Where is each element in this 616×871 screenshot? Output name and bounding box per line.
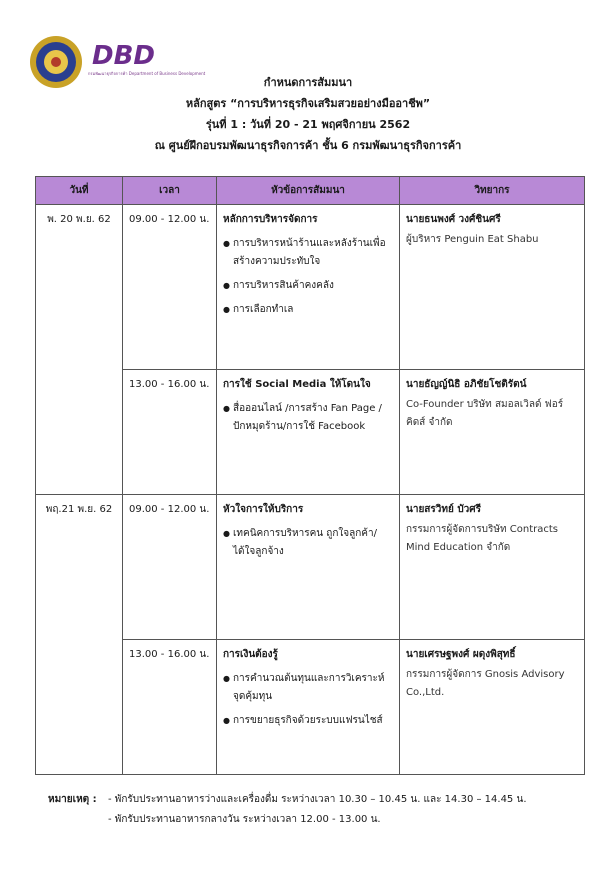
topic-cell — [217, 640, 400, 775]
topic-title: หลักการบริหารจัดการ — [223, 214, 318, 225]
table-row — [36, 495, 585, 640]
topic-title: หัวใจการให้บริการ — [223, 504, 304, 515]
topic-cell — [217, 370, 400, 495]
time-cell — [123, 495, 217, 640]
schedule-table — [35, 176, 585, 775]
table-row — [36, 205, 585, 370]
bullet-item: ● เทคนิคการบริหารคน ถูกใจลูกค้า/ได้ใจลูกจ้าง — [223, 525, 393, 561]
date-text: พฤ.21 พ.ย. 62 — [45, 504, 113, 515]
topic-bullets — [223, 525, 393, 561]
time-cell — [123, 370, 217, 495]
col-header-speaker: วิทยากร — [400, 177, 585, 205]
time-text: 13.00 - 16.00 น. — [129, 649, 210, 660]
header-line-4: ณ ศูนย์ฝึกอบรมพัฒนาธุรกิจการค้า ชั้น 6 กรมพัฒนาธุรกิจการค้า — [154, 139, 462, 152]
notes-section — [48, 790, 527, 830]
speaker-detail: กรรมการผู้จัดการ Gnosis Advisory Co.,Ltd. — [406, 669, 565, 698]
bullet-item: ● การขยายธุรกิจด้วยระบบแฟรนไชส์ — [223, 712, 393, 730]
bullet-item: ● การเลือกทำเล — [223, 301, 393, 319]
speaker-name: นายธนพงศ์ วงศ์ชินศรี — [406, 214, 501, 225]
speaker-cell — [400, 640, 585, 775]
bullet-item: ● สื่อออนไลน์ /การสร้าง Fan Page /ปักหมุดร้าน/การใช้ Facebook — [223, 400, 393, 436]
svg-text:DBD: DBD — [92, 41, 155, 71]
speaker-detail: Co-Founder บริษัท สมอลเวิลด์ ฟอร์ คิดส์ จำกัด — [406, 399, 564, 428]
speaker-cell — [400, 495, 585, 640]
speaker-cell — [400, 370, 585, 495]
time-text: 09.00 - 12.00 น. — [129, 504, 210, 515]
time-cell — [123, 205, 217, 370]
bullet-item: ● การบริหารหน้าร้านและหลังร้านเพื่อสร้างความประทับใจ — [223, 235, 393, 271]
time-cell — [123, 640, 217, 775]
topic-title: การเงินต้องรู้ — [223, 649, 278, 660]
topic-bullets — [223, 400, 393, 436]
date-text: พ. 20 พ.ย. 62 — [47, 214, 111, 225]
notes-label: หมายเหตุ : — [48, 794, 97, 805]
topic-cell — [217, 205, 400, 370]
col-header-time: เวลา — [123, 177, 217, 205]
speaker-name: นายธัญญ์นิธิ อภิชัยโชติรัตน์ — [406, 379, 527, 390]
bullet-item: ● การบริหารสินค้าคงคลัง — [223, 277, 393, 295]
header-line-2: หลักสูตร “การบริหารธุรกิจเสริมสวยอย่างมืออาชีพ” — [185, 97, 431, 110]
note-line-1: - พักรับประทานอาหารว่างและเครื่องดื่ม ระหว่างเวลา 10.30 – 10.45 น. และ 14.30 – 14.45 น. — [108, 794, 527, 805]
header-line-3: รุ่นที่ 1 : วันที่ 20 - 21 พฤศจิกายน 2562 — [205, 118, 411, 131]
date-cell — [36, 205, 123, 495]
speaker-name: นายสรวิทย์ บัวศรี — [406, 504, 482, 515]
speaker-cell — [400, 205, 585, 370]
topic-cell — [217, 495, 400, 640]
time-text: 13.00 - 16.00 น. — [129, 379, 210, 390]
header-line-1: กำหนดการสัมมนา — [263, 76, 353, 89]
speaker-name: นายเศรษฐพงศ์ ผดุงพิสุทธิ์ — [406, 649, 516, 660]
col-header-date: วันที่ — [36, 177, 123, 205]
document-header — [0, 72, 616, 156]
note-line-2: - พักรับประทานอาหารกลางวัน ระหว่างเวลา 12.00 - 13.00 น. — [108, 814, 381, 825]
dbd-logo — [90, 38, 155, 72]
topic-bullets — [223, 670, 393, 730]
table-header-row — [36, 177, 585, 205]
speaker-detail: ผู้บริหาร Penguin Eat Shabu — [406, 234, 539, 245]
dbd-subtitle: กรมพัฒนาธุรกิจการค้า Department of Business Development — [88, 71, 206, 76]
topic-title: การใช้ Social Media ให้โดนใจ — [223, 379, 371, 390]
bullet-item: ● การคำนวณต้นทุนและการวิเคราะห์จุดคุ้มทุน — [223, 670, 393, 706]
speaker-detail: กรรมการผู้จัดการบริษัท Contracts Mind Education จำกัด — [406, 524, 558, 553]
col-header-topic: หัวข้อการสัมมนา — [217, 177, 400, 205]
time-text: 09.00 - 12.00 น. — [129, 214, 210, 225]
date-cell — [36, 495, 123, 775]
topic-bullets — [223, 235, 393, 319]
